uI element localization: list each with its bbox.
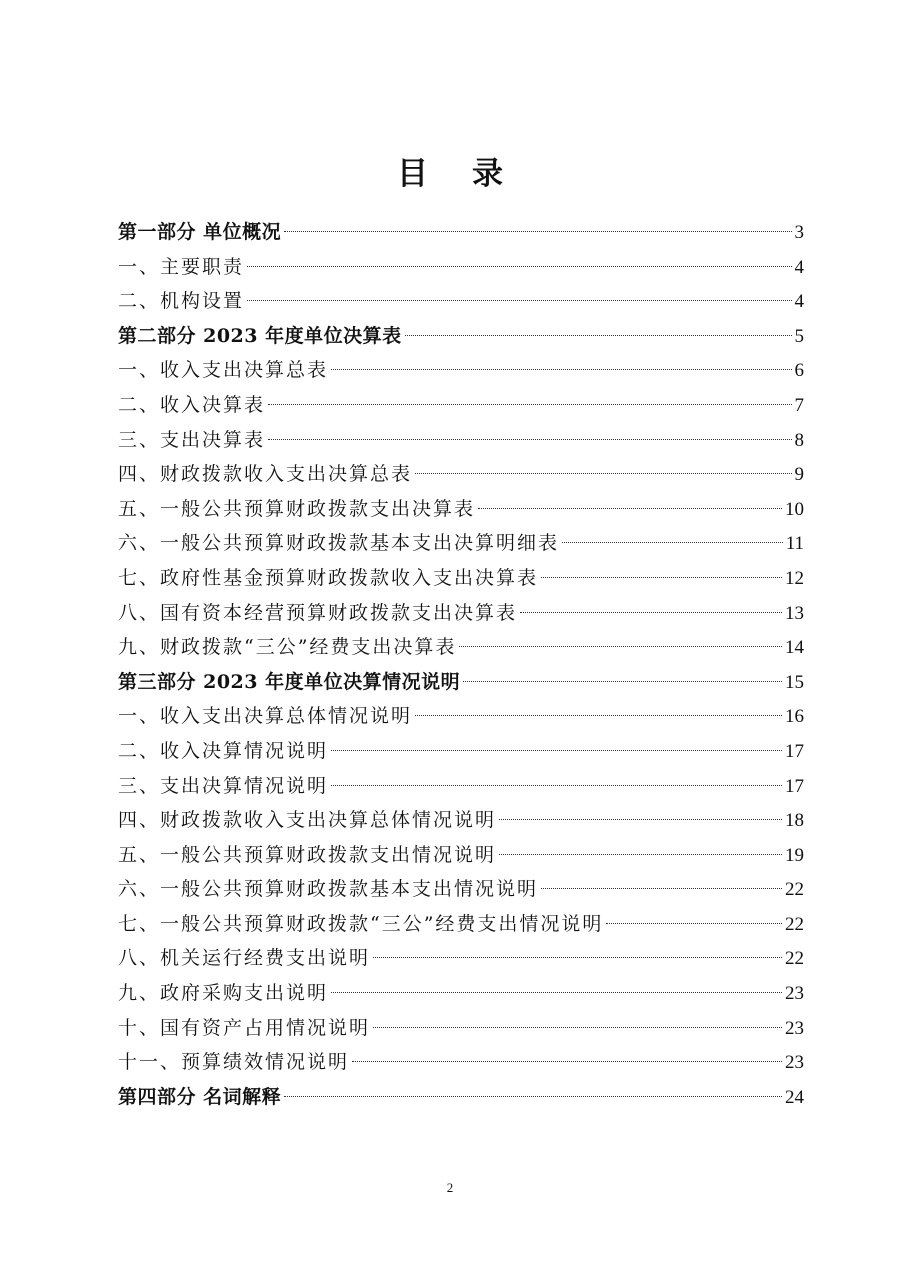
toc-entry-label: 十、国有资产占用情况说明 [118,1016,371,1039]
toc-entry-label: 一、收入支出决算总体情况说明 [118,705,413,728]
toc-entry-label: 第四部分 名词解释 [118,1085,282,1108]
toc-dot-leader [459,646,782,647]
toc-entry-page: 16 [785,706,804,728]
toc-dot-leader [352,1061,782,1062]
toc-entry-label: 三、支出决算情况说明 [118,774,329,797]
toc-entry-page: 15 [785,671,804,693]
toc-entry-page: 9 [794,464,804,486]
toc-dot-leader [331,369,791,370]
toc-entry[interactable] [118,1045,804,1080]
toc-entry-label: 二、收入决算表 [118,393,266,416]
toc-entry-label: 九、财政拨款“三公”经费支出决算表 [118,636,457,659]
toc-entry-page: 3 [794,222,804,243]
toc-entry-page: 4 [794,291,804,313]
toc-entry[interactable] [118,630,804,665]
toc-entry[interactable] [118,941,804,976]
toc-dot-leader [415,715,782,716]
page-number: 2 [446,1180,454,1195]
toc-entry-label: 六、一般公共预算财政拨款基本支出决算明细表 [118,532,560,555]
toc-entry-page: 17 [785,740,804,762]
toc-dot-leader [268,404,791,405]
table-of-contents [118,215,804,1114]
toc-entry-label: 三、支出决算表 [118,428,266,451]
toc-entry-label: 第三部分 2023 年度单位决算情况说明 [118,670,461,693]
toc-dot-leader [463,681,782,682]
toc-dot-leader [478,508,782,509]
toc-entry[interactable] [118,561,804,596]
toc-entry-page: 17 [785,775,804,797]
toc-entry-label: 六、一般公共预算财政拨款基本支出情况说明 [118,878,539,901]
toc-dot-leader [247,266,791,267]
toc-entry-page: 23 [785,1052,804,1074]
toc-entry-page: 13 [785,602,804,624]
toc-entry[interactable] [118,423,804,458]
toc-dot-leader [405,335,792,336]
toc-entry-page: 6 [794,360,804,382]
toc-entry-page: 11 [785,533,804,555]
toc-entry[interactable] [118,838,804,873]
toc-entry-page: 10 [785,498,804,520]
toc-dot-leader [499,854,782,855]
page-title [0,152,900,196]
toc-entry-page: 5 [794,325,804,347]
toc-entry[interactable] [118,526,804,561]
toc-entry[interactable] [118,699,804,734]
toc-entry[interactable] [118,803,804,838]
toc-entry-label: 第二部分 2023 年度单位决算表 [118,324,402,347]
toc-entry[interactable] [118,1011,804,1046]
toc-entry[interactable] [118,492,804,527]
toc-entry[interactable] [118,976,804,1011]
toc-entry-page: 8 [794,429,804,451]
toc-entry[interactable] [118,907,804,942]
toc-entry[interactable] [118,284,804,319]
toc-entry-page: 22 [785,879,804,901]
toc-dot-leader [415,473,791,474]
toc-entry-page: 12 [785,567,804,589]
toc-entry[interactable] [118,769,804,804]
toc-entry-label: 五、一般公共预算财政拨款支出情况说明 [118,843,497,866]
toc-entry-label: 二、机构设置 [118,290,245,313]
toc-entry-page: 18 [785,810,804,832]
toc-dot-leader [284,231,791,232]
toc-entry-label: 八、机关运行经费支出说明 [118,947,371,970]
toc-dot-leader [373,957,782,958]
toc-entry-label: 一、主要职责 [118,255,245,278]
toc-part-entry[interactable] [118,215,804,250]
toc-entry-page: 24 [785,1086,804,1108]
toc-entry-label: 八、国有资本经营预算财政拨款支出决算表 [118,601,518,624]
toc-entry-label: 七、政府性基金预算财政拨款收入支出决算表 [118,566,539,589]
toc-dot-leader [331,992,782,993]
toc-dot-leader [331,750,782,751]
toc-entry-label: 一、收入支出决算总表 [118,359,329,382]
toc-entry[interactable] [118,388,804,423]
toc-entry[interactable] [118,734,804,769]
toc-dot-leader [268,439,791,440]
toc-entry[interactable] [118,872,804,907]
toc-dot-leader [606,923,782,924]
toc-entry-page: 22 [785,913,804,935]
toc-entry[interactable] [118,353,804,388]
toc-dot-leader [284,1096,782,1097]
toc-part-entry[interactable] [118,319,804,354]
toc-part-entry[interactable] [118,1080,804,1115]
toc-part-entry[interactable] [118,665,804,700]
toc-dot-leader [499,819,782,820]
toc-entry[interactable] [118,250,804,285]
toc-entry-page: 4 [794,256,804,278]
toc-entry-label: 二、收入决算情况说明 [118,739,329,762]
toc-dot-leader [541,577,782,578]
toc-dot-leader [520,612,782,613]
toc-dot-leader [562,542,783,543]
toc-entry[interactable] [118,596,804,631]
toc-entry-label: 五、一般公共预算财政拨款支出决算表 [118,497,476,520]
toc-entry-label: 九、政府采购支出说明 [118,982,329,1005]
toc-entry-page: 22 [785,948,804,970]
toc-dot-leader [541,888,782,889]
toc-entry-label: 四、财政拨款收入支出决算总体情况说明 [118,809,497,832]
toc-dot-leader [373,1027,782,1028]
toc-entry-page: 14 [785,637,804,659]
title-char-2: 录 [472,156,503,192]
toc-entry-label: 四、财政拨款收入支出决算总表 [118,463,413,486]
toc-dot-leader [331,785,782,786]
toc-entry-label: 第一部分 单位概况 [118,221,282,243]
toc-entry-page: 19 [785,844,804,866]
toc-entry-page: 7 [794,394,804,416]
toc-entry[interactable] [118,457,804,492]
toc-entry-label: 十一、预算绩效情况说明 [118,1051,350,1074]
toc-entry-label: 七、一般公共预算财政拨款“三公”经费支出情况说明 [118,912,604,935]
toc-entry-page: 23 [785,1017,804,1039]
toc-dot-leader [247,300,791,301]
toc-entry-page: 23 [785,983,804,1005]
title-char-1: 目 [397,156,428,192]
